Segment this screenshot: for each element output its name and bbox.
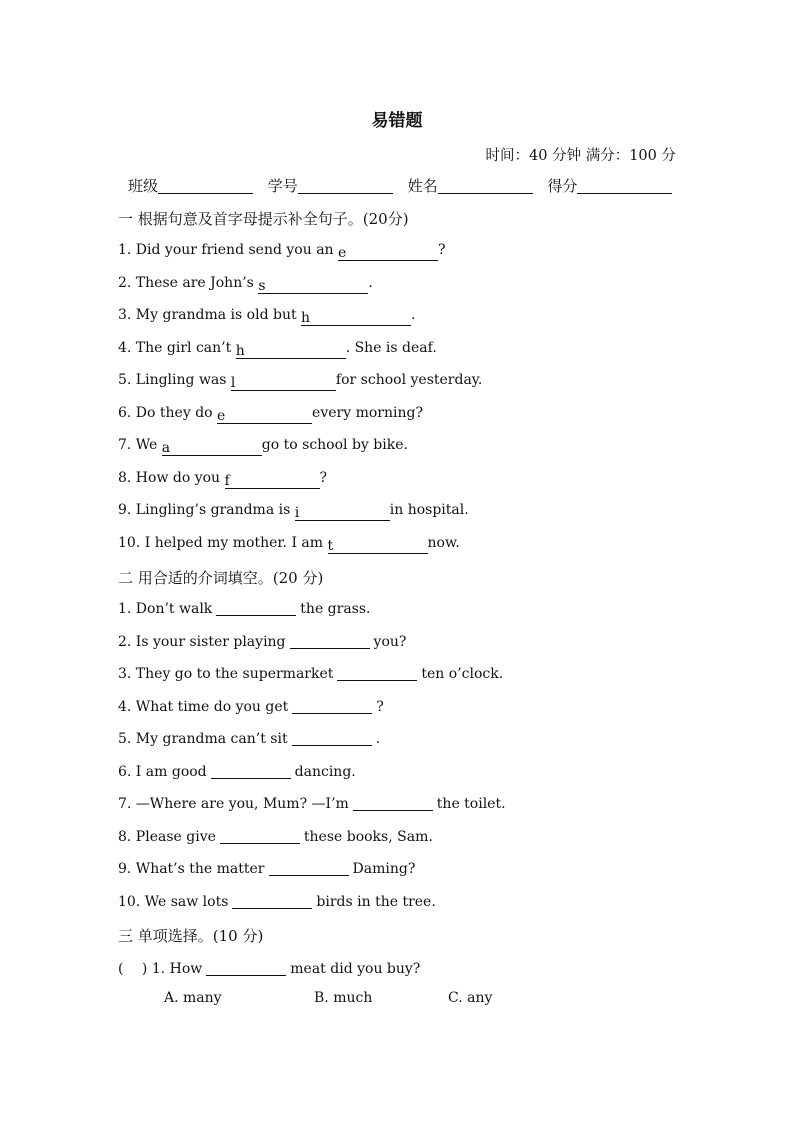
score-blank[interactable] — [577, 178, 672, 194]
part1-item: 10. I helped my mother. I am t now. — [118, 535, 460, 554]
score-label: 得分 — [547, 177, 578, 195]
section-heading-2: 二 用合适的介词填空。(20 分) — [118, 569, 324, 587]
option-b[interactable]: B. much — [314, 990, 373, 1006]
class-label: 班级 — [128, 177, 159, 195]
number-label: 学号 — [267, 177, 298, 195]
answer-blank[interactable] — [337, 665, 417, 681]
section-heading-3: 三 单项选择。(10 分) — [118, 927, 264, 945]
answer-blank[interactable] — [206, 960, 286, 976]
class-blank[interactable] — [158, 178, 253, 194]
part3-question: ( ) 1. How meat did you buy? — [118, 961, 421, 977]
part2-item: 7. —Where are you, Mum? —I’m the toilet. — [118, 796, 506, 812]
answer-blank[interactable] — [269, 860, 349, 876]
answer-blank[interactable] — [232, 893, 312, 909]
answer-blank[interactable]: i — [295, 505, 390, 521]
answer-blank[interactable]: h — [236, 343, 346, 359]
part2-item: 6. I am good dancing. — [118, 764, 356, 780]
part2-item: 10. We saw lots birds in the tree. — [118, 894, 436, 910]
answer-blank[interactable] — [220, 828, 300, 844]
answer-blank[interactable]: f — [225, 473, 320, 489]
answer-blank[interactable]: h — [301, 310, 411, 326]
answer-blank[interactable]: l — [231, 375, 336, 391]
part1-item: 3. My grandma is old but h . — [118, 307, 416, 326]
answer-blank[interactable] — [292, 698, 372, 714]
part1-item: 7. We a go to school by bike. — [118, 437, 408, 456]
answer-blank[interactable]: e — [338, 245, 438, 261]
name-label: 姓名 — [407, 177, 438, 195]
answer-blank[interactable]: e — [217, 408, 312, 424]
part2-item: 1. Don’t walk the grass. — [118, 601, 371, 617]
part2-item: 8. Please give these books, Sam. — [118, 829, 433, 845]
page-title: 易错题 — [371, 111, 423, 131]
number-blank[interactable] — [298, 178, 393, 194]
answer-blank[interactable] — [290, 633, 370, 649]
student-info-line — [128, 175, 682, 196]
part1-item: 1. Did your friend send you an e ? — [118, 242, 446, 261]
part1-item: 9. Lingling’s grandma is i in hospital. — [118, 502, 469, 521]
name-blank[interactable] — [438, 178, 533, 194]
part1-item: 4. The girl can’t h . She is deaf. — [118, 340, 437, 359]
part2-item: 5. My grandma can’t sit . — [118, 731, 381, 747]
part1-item: 5. Lingling was l for school yesterday. — [118, 372, 483, 391]
answer-blank[interactable]: a — [162, 440, 262, 456]
option-a[interactable]: A. many — [164, 990, 222, 1006]
answer-blank[interactable]: t — [328, 538, 428, 554]
answer-blank[interactable] — [353, 795, 433, 811]
answer-paren[interactable]: ( ) — [118, 961, 148, 977]
part1-item: 2. These are John’s s . — [118, 275, 373, 294]
part1-item: 8. How do you f ? — [118, 470, 328, 489]
part2-item: 9. What’s the matter Daming? — [118, 861, 416, 877]
answer-blank[interactable]: s — [258, 278, 368, 294]
answer-blank[interactable] — [292, 730, 372, 746]
answer-blank[interactable] — [211, 763, 291, 779]
time-info: 时间：40 分钟 满分：100 分 — [485, 148, 676, 164]
option-c[interactable]: C. any — [448, 990, 493, 1006]
part2-item: 3. They go to the supermarket ten o’clock. — [118, 666, 504, 682]
answer-blank[interactable] — [216, 600, 296, 616]
part2-item: 4. What time do you get ? — [118, 699, 384, 715]
part1-item: 6. Do they do e every morning? — [118, 405, 423, 424]
section-heading-1: 一 根据句意及首字母提示补全句子。(20分) — [118, 210, 409, 228]
part2-item: 2. Is your sister playing you? — [118, 634, 407, 650]
